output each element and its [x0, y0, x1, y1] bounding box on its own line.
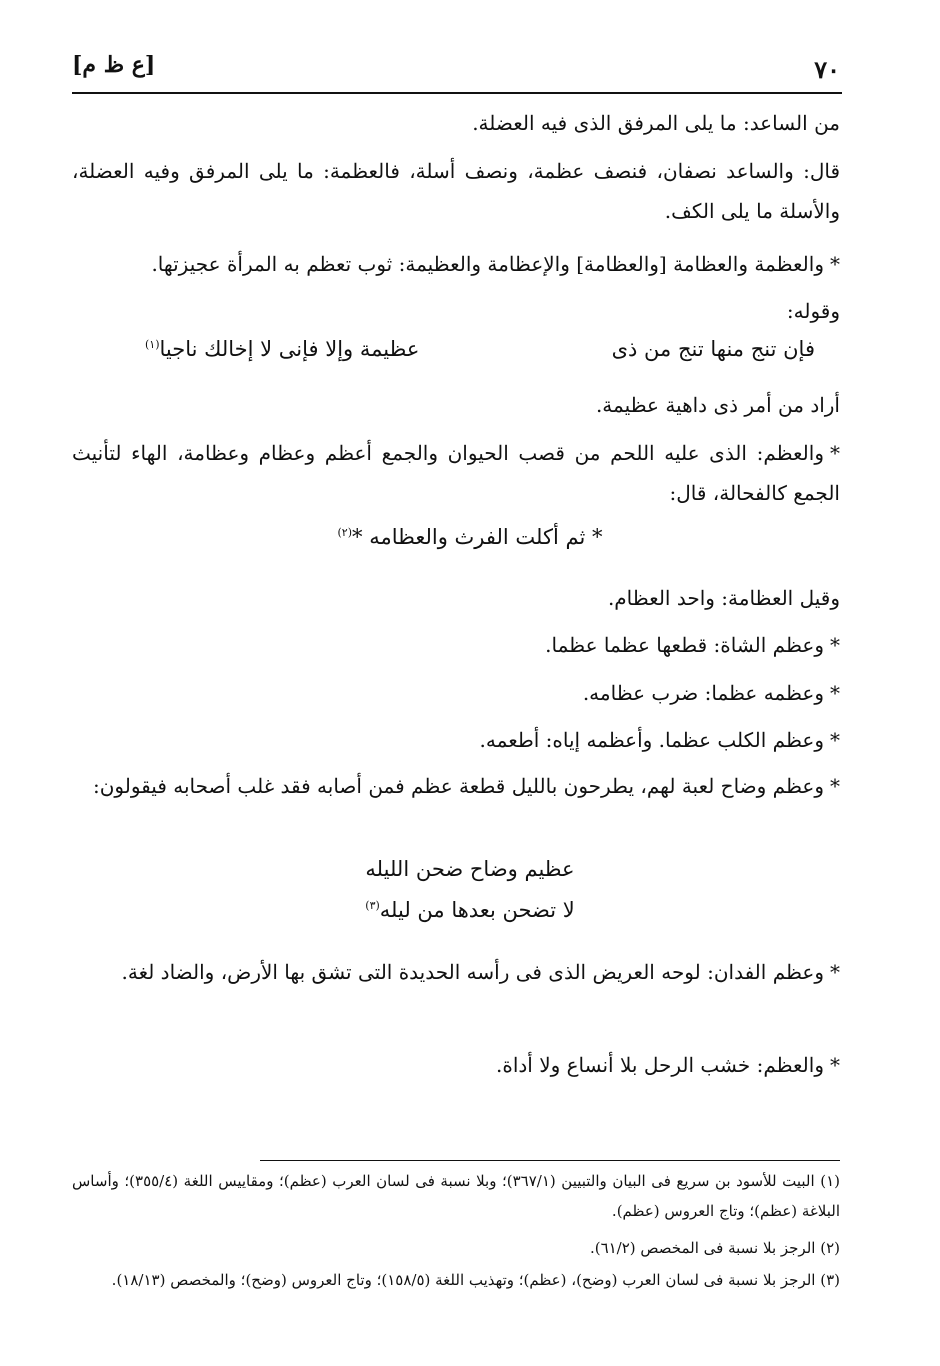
footnote-ref-2: (٢)	[337, 526, 353, 539]
paragraph-6-text: والعظم: الذى عليه اللحم من قصب الحيوان والجمع أعظم وعظام وعظامة، الهاء لتأنيث الجمع كالفحالة، قال:	[72, 441, 840, 505]
verse-1-second-hemistich	[145, 337, 419, 361]
paragraph-1: من الساعد: ما يلى المرفق الذى فيه العضلة.	[472, 111, 840, 135]
paragraph-3	[72, 244, 840, 284]
paragraph-13	[72, 1045, 840, 1085]
verse-3-line-1: عظيم وضاح ضحن الليله	[365, 857, 575, 881]
paragraph-2: قال: والساعد نصفان، فنصف عظمة، ونصف أسلة، فالعظمة: ما يلى المرفق وفيه العضلة، والأسلة ما يلى الكف.	[72, 159, 840, 223]
entry-marker: *	[830, 252, 840, 276]
verse-2	[300, 525, 640, 549]
footnote-ref-3: (٣)	[365, 899, 380, 912]
entry-marker: *	[830, 774, 840, 798]
paragraph-6	[72, 433, 840, 513]
verse-3-line-2-text: لا تضحن بعدها من ليله	[379, 898, 575, 922]
entry-marker: *	[830, 960, 840, 984]
root-label: [ع ظ م]	[72, 52, 156, 78]
verse-1-first-hemistich: فإن تنج منها تنج من ذى	[611, 337, 815, 361]
entry-marker: *	[592, 525, 603, 549]
entry-marker: *	[830, 728, 840, 752]
paragraph-13-text: والعظم: خشب الرحل بلا أنساع ولا أداة.	[495, 1053, 824, 1077]
entry-marker: *	[830, 681, 840, 705]
page-number: ٧٠	[814, 55, 840, 84]
entry-marker: *	[352, 525, 363, 549]
paragraph-11-text: وعظم وضاح لعبة لهم، يطرحون بالليل قطعة عظم فمن أصابه فقد غلب أصحابه فيقولون:	[92, 774, 824, 798]
paragraph-9-text: وعظمه عظما: ضرب عظامه.	[582, 681, 824, 705]
footnote-1: (١) البيت للأسود بن سريع فى البيان والتبيين (٣٦٧/١)؛ وبلا نسبة فى لسان العرب (عظم)؛ ومقاييس اللغة (٣٥٥/٤)؛ وأساس البلاغة (عظم)؛ وتاج العروس (عظم).	[72, 1172, 840, 1220]
footnote-ref-1: (١)	[145, 338, 160, 351]
verse-2-text: ثم أكلت الفرث والعظامه	[369, 525, 586, 549]
header-rule	[72, 92, 842, 94]
paragraph-9	[72, 673, 840, 713]
paragraph-4: وقوله:	[786, 299, 840, 323]
paragraph-12	[72, 952, 840, 992]
footnote-2: (٢) الرجز بلا نسبة فى المخصص (٦١/٢).	[589, 1239, 840, 1257]
footnote-rule	[260, 1160, 840, 1161]
paragraph-8-text: وعظم الشاة: قطعها عظما عظما.	[545, 633, 824, 657]
paragraph-3-text: والعظمة والعظامة [والعظامة] والإعظامة والعظيمة: ثوب تعظم به المرأة عجيزتها.	[151, 252, 824, 276]
paragraph-12-text: وعظم الفدان: لوحه العريض الذى فى رأسه الحديدة التى تشق بها الأرض، والضاد لغة.	[121, 960, 824, 984]
paragraph-11	[72, 766, 840, 806]
paragraph-10	[72, 720, 840, 760]
paragraph-10-text: وعظم الكلب عظما. وأعظمه إياه: أطعمه.	[479, 728, 824, 752]
entry-marker: *	[830, 1053, 840, 1077]
paragraph-7: وقيل العظامة: واحد العظام.	[607, 586, 840, 610]
paragraph-8	[72, 625, 840, 665]
entry-marker: *	[830, 633, 840, 657]
verse-1-second-hemistich-text: عظيمة وإلا فإنى لا إخالك ناجيا	[159, 337, 420, 361]
entry-marker: *	[830, 441, 840, 465]
footnote-3: (٣) الرجز بلا نسبة فى لسان العرب (وضح)، (عظم)؛ وتهذيب اللغة (١٥٨/٥)؛ وتاج العروس (وضح)؛ والمخصص (١٨/١٣).	[111, 1271, 840, 1289]
paragraph-5: أراد من أمر ذى داهية عظيمة.	[595, 393, 840, 417]
verse-3-line-2	[300, 898, 640, 922]
